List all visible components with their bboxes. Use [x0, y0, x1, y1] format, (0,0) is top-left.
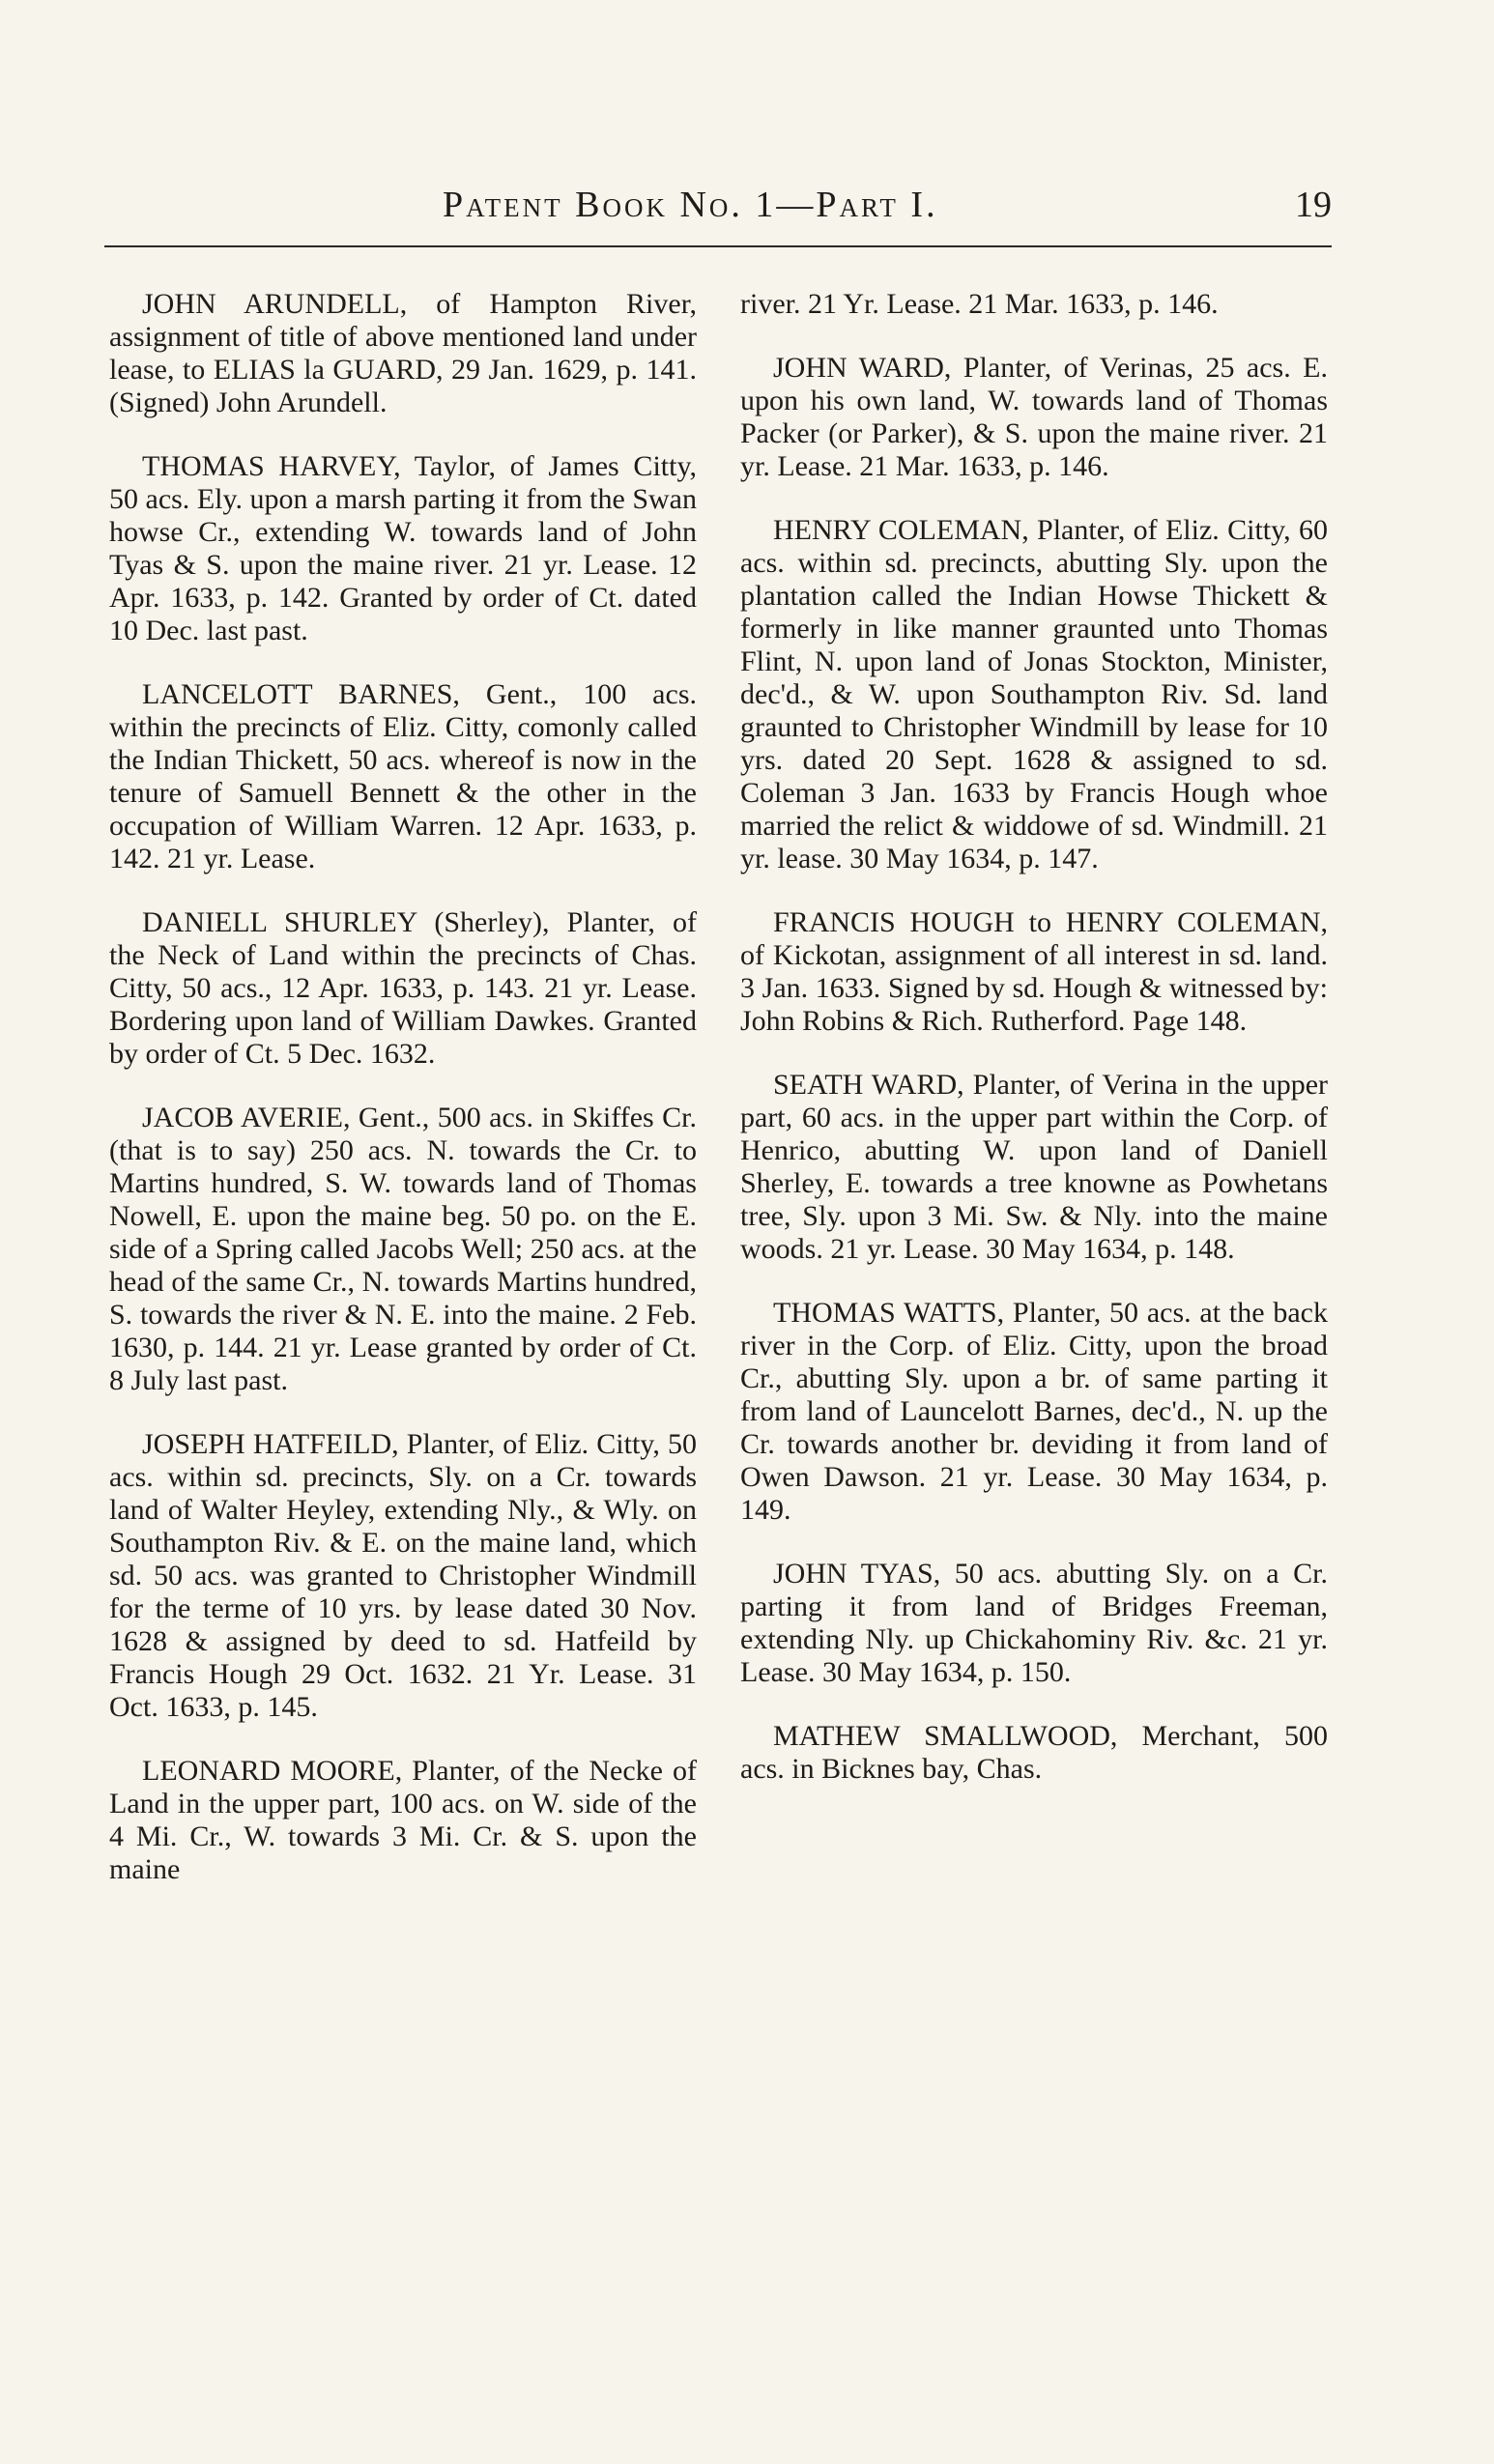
- patent-entry-continuation: river. 21 Yr. Lease. 21 Mar. 1633, p. 146.: [740, 288, 1219, 320]
- patent-entry: MATHEW SMALLWOOD, Merchant, 500 acs. in Bicknes bay, Chas.: [740, 1720, 1328, 1785]
- page-header: [104, 184, 1332, 242]
- running-title: Patent Book No. 1—Part I.: [443, 185, 938, 225]
- page-number: 19: [1295, 185, 1332, 225]
- patent-entry: JACOB AVERIE, Gent., 500 acs. in Skiffes Cr. (that is to say) 250 acs. N. towards the Cr. to Martins hundred, S. W. towards land of Thomas Nowell, E. upon the maine beg. 50 po. on the E. side of a Spring called Jacobs Well; 250 acs. at the head of the same Cr., N. towards Martins hundred, S. towards the river & N. E. into the maine. 2 Feb. 1630, p. 144. 21 yr. Lease granted by order of Ct. 8 July last past.: [109, 1102, 697, 1396]
- patent-entry: LEONARD MOORE, Planter, of the Necke of Land in the upper part, 100 acs. on W. side of the 4 Mi. Cr., W. towards 3 Mi. Cr. & S. upon the maine: [109, 1755, 697, 1885]
- patent-entry: JOSEPH HATFEILD, Planter, of Eliz. Citty, 50 acs. within sd. precincts, Sly. on a Cr. towards land of Walter Heyley, extending Nly., & Wly. on Southampton Riv. & E. on the maine land, which sd. 50 acs. was granted to Christopher Windmill for the terme of 10 yrs. by lease dated 30 Nov. 1628 & assigned by deed to sd. Hatfeild by Francis Hough 29 Oct. 1632. 21 Yr. Lease. 31 Oct. 1633, p. 145.: [109, 1428, 697, 1723]
- patent-entry: LANCELOTT BARNES, Gent., 100 acs. within the precincts of Eliz. Citty, comonly called the Indian Thickett, 50 acs. whereof is now in the tenure of Samuell Bennett & the other in the occupation of William Warren. 12 Apr. 1633, p. 142. 21 yr. Lease.: [109, 678, 697, 874]
- left-column: [109, 288, 697, 1917]
- patent-entry: SEATH WARD, Planter, of Verina in the upper part, 60 acs. in the upper part within the Corp. of Henrico, abutting W. upon land of Daniell Sherley, E. towards a tree knowne as Powhetans tree, Sly. upon 3 Mi. Sw. & Nly. into the maine woods. 21 yr. Lease. 30 May 1634, p. 148.: [740, 1069, 1328, 1265]
- header-rule: [104, 245, 1332, 247]
- patent-entry: THOMAS WATTS, Planter, 50 acs. at the back river in the Corp. of Eliz. Citty, upon the broad Cr., abutting Sly. upon a br. of same parting it from land of Launcelott Barnes, dec'd., N. up the Cr. towards another br. deviding it from land of Owen Dawson. 21 yr. Lease. 30 May 1634, p. 149.: [740, 1297, 1328, 1526]
- patent-entry: FRANCIS HOUGH to HENRY COLEMAN, of Kickotan, assignment of all interest in sd. land. 3 Jan. 1633. Signed by sd. Hough & witnessed by: John Robins & Rich. Rutherford. Page 148.: [740, 906, 1328, 1037]
- patent-entry: JOHN WARD, Planter, of Verinas, 25 acs. E. upon his own land, W. towards land of Thomas Packer (or Parker), & S. upon the maine river. 21 yr. Lease. 21 Mar. 1633, p. 146.: [740, 352, 1328, 482]
- right-column: [740, 288, 1328, 1817]
- patent-entry: HENRY COLEMAN, Planter, of Eliz. Citty, 60 acs. within sd. precincts, abutting Sly. upon the plantation called the Indian Howse Thickett & formerly in like manner graunted unto Thomas Flint, N. upon land of Jonas Stockton, Minister, dec'd., & W. upon Southampton Riv. Sd. land graunted to Christopher Windmill by lease for 10 yrs. dated 20 Sept. 1628 & assigned to sd. Coleman 3 Jan. 1633 by Francis Hough whoe married the relict & widdowe of sd. Windmill. 21 yr. lease. 30 May 1634, p. 147.: [740, 514, 1328, 874]
- patent-entry: THOMAS HARVEY, Taylor, of James Citty, 50 acs. Ely. upon a marsh parting it from the Swan howse Cr., extending W. towards land of John Tyas & S. upon the maine river. 21 yr. Lease. 12 Apr. 1633, p. 142. Granted by order of Ct. dated 10 Dec. last past.: [109, 450, 697, 646]
- patent-entry: JOHN TYAS, 50 acs. abutting Sly. on a Cr. parting it from land of Bridges Freeman, extending Nly. up Chickahominy Riv. &c. 21 yr. Lease. 30 May 1634, p. 150.: [740, 1558, 1328, 1688]
- patent-entry: JOHN ARUNDELL, of Hampton River, assignment of title of above mentioned land under lease, to ELIAS la GUARD, 29 Jan. 1629, p. 141. (Signed) John Arundell.: [109, 288, 697, 418]
- patent-entry: DANIELL SHURLEY (Sherley), Planter, of the Neck of Land within the precincts of Chas. Citty, 50 acs., 12 Apr. 1633, p. 143. 21 yr. Lease. Bordering upon land of William Dawkes. Granted by order of Ct. 5 Dec. 1632.: [109, 906, 697, 1070]
